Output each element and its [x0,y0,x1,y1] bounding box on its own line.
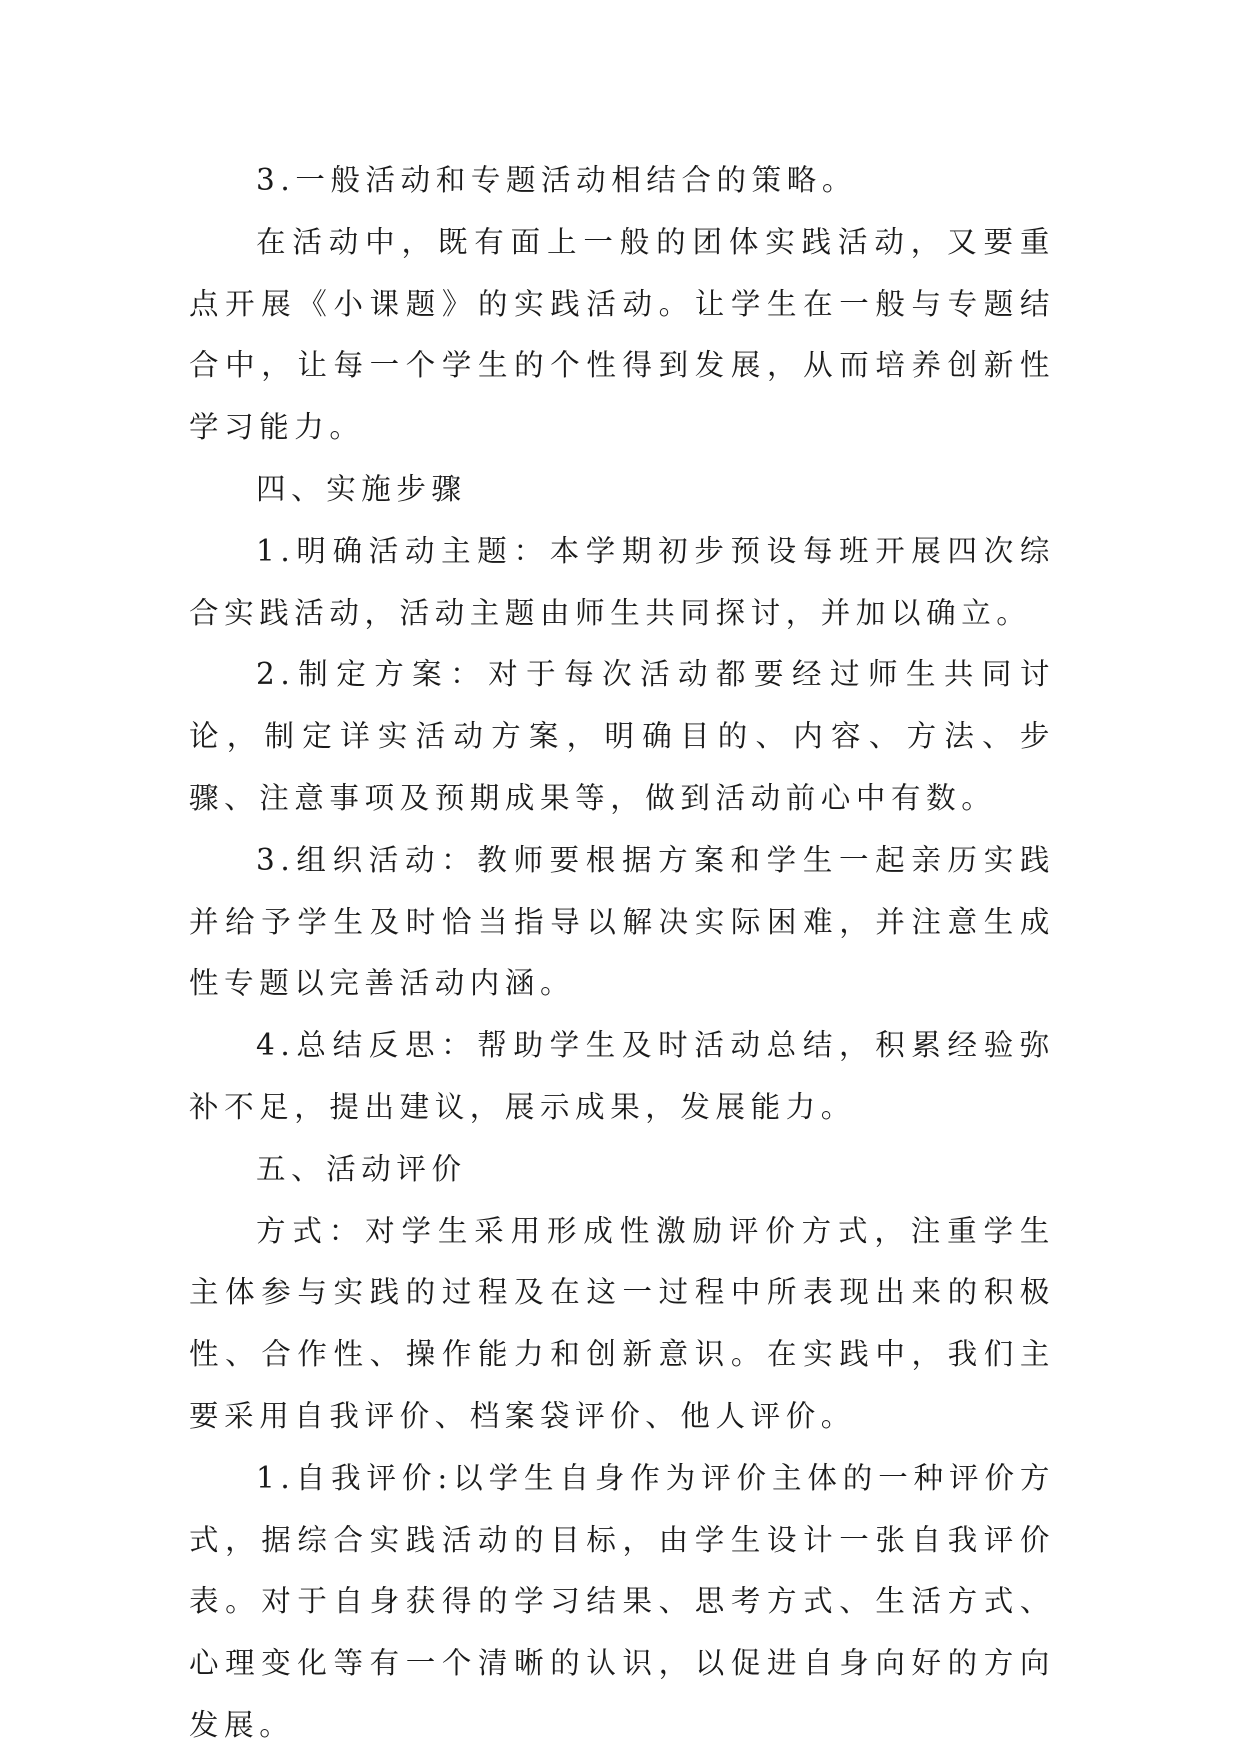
section-heading-activity-evaluation: 五、活动评价 [256,1151,467,1186]
paragraph-step-1: 1.明确活动主题：本学期初步预设每班开展四次综合实践活动，活动主题由师生共同探讨，并加以确立。 [189,533,1055,630]
paragraph-strategy-3: 3.一般活动和专题活动相结合的策略。 [256,163,857,197]
document-body [189,150,1055,1757]
paragraph-step-4: 4.总结反思：帮助学生及时活动总结，积累经验弥补不足，提出建议，展示成果，发展能力。 [189,1028,1055,1124]
paragraph-activity-description: 在活动中，既有面上一般的团体实践活动，又要重点开展《小课题》的实践活动。让学生在一般与专题结合中，让每一个学生的个性得到发展，从而培养创新性学习能力。 [189,224,1055,445]
section-heading-implementation-steps: 四、实施步骤 [256,471,467,506]
paragraph-self-evaluation: 1.自我评价:以学生自身作为评价主体的一种评价方式，据综合实践活动的目标，由学生设计一张自我评价表。对于自身获得的学习结果、思考方式、生活方式、心理变化等有一个清晰的认识，以促进自身向好的方向发展。 [189,1460,1055,1742]
paragraph-step-2: 2.制定方案：对于每次活动都要经过师生共同讨论，制定详实活动方案，明确目的、内容、方法、步骤、注意事项及预期成果等，做到活动前心中有数。 [189,657,1055,815]
paragraph-evaluation-method: 方式：对学生采用形成性激励评价方式，注重学生主体参与实践的过程及在这一过程中所表现出来的积极性、合作性、操作能力和创新意识。在实践中，我们主要采用自我评价、档案袋评价、他人评价。 [189,1213,1055,1433]
paragraph-step-3: 3.组织活动：教师要根据方案和学生一起亲历实践并给予学生及时恰当指导以解决实际困难，并注意生成性专题以完善活动内涵。 [189,842,1055,1001]
